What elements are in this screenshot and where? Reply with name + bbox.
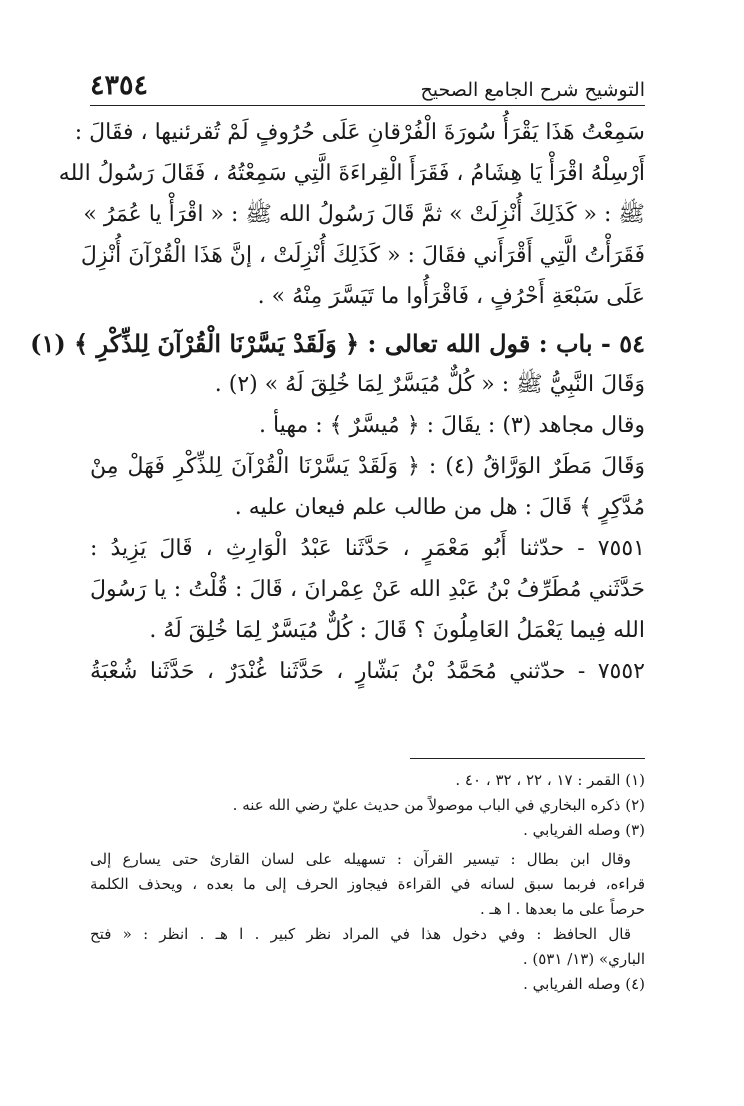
text-line: سَمِعْتُ هَذَا يَقْرَأُ سُورَةَ الْفُرْقانِ عَلَى حُرُوفٍ لَمْ تُقرئنيها ، فقَالَ : (74, 120, 645, 145)
book-title: التوشيح شرح الجامع الصحيح (420, 79, 645, 101)
footnote-line: قال الحافظ : وفي دخول هذا في المراد نظر كبير . ا هـ . انظر : « فتح (90, 925, 631, 943)
page-header (90, 66, 645, 106)
main-text (30, 112, 645, 692)
page-number: ٤٣٥٤ (90, 70, 149, 101)
text-line: فَقَرَأْتُ الَّتِي أَقْرَأَني فقَالَ : « كَذَلِكَ أُنْزِلَتْ ، إنَّ هَذَا الْقُرْآنَ أُنْزِلَ (80, 243, 645, 268)
text-line: ﷺ : « كَذَلِكَ أُنْزِلَتْ » ثمَّ قَالَ رَسُولُ الله ﷺ : « اقْرَأْ يا عُمَرُ » (83, 202, 645, 227)
text-line: وَقَالَ النَّبِيُّ ﷺ : « كُلٌّ مُيَسَّرٌ لِمَا خُلِقَ لَهُ » (٢) . (214, 372, 645, 397)
footnotes (90, 768, 645, 997)
text-line: حَدَّثَني مُطَرِّفُ بْنُ عَبْدِ الله عَنْ عِمْرانَ ، قَالَ : قُلْتُ : يا رَسُولَ (90, 577, 645, 602)
text-line: الله فِيما يَعْمَلُ العَامِلُونَ ؟ قَالَ : كُلٌّ مُيَسَّرٌ لِمَا خُلِقَ لَهُ . (149, 618, 645, 643)
footnote-separator (410, 758, 645, 759)
footnote-line: وقال ابن بطال : تيسير القرآن : تسهيله على لسان القارئ حتى يسارع إلى (90, 850, 631, 868)
text-line: عَلَى سَبْعَةِ أَحْرُفٍ ، فَاقْرَأُوا ما تَيَسَّرَ مِنْهُ » . (257, 284, 645, 309)
footnote-line: حرصاً على ما بعدها . ا هـ . (479, 900, 645, 918)
footnote: (٢) ذكره البخاري في الباب موصولاً من حديث عليّ رضي الله عنه . (232, 796, 645, 814)
hadith-line: ٧٥٥١ - حدّثنا أَبُو مَعْمَرٍ ، حَدَّثَنا عَبْدُ الْوَارِثِ ، قَالَ يَزِيدُ : (90, 536, 645, 561)
footnote: (١) القمر : ١٧ ، ٢٢ ، ٣٢ ، ٤٠ . (455, 771, 645, 789)
text-line: وَقَالَ مَطَرٌ الوَرَّاقُ (٤) : ﴿ وَلَقَدْ يَسَّرْنَا الْقُرْآنَ لِلذِّكْرِ فَهَلْ مِنْ (90, 454, 645, 479)
footnote: (٣) وصله الفريابي . (523, 821, 645, 839)
text-line: وقال مجاهد (٣) : يقَالَ : ﴿ مُيسَّرٌ ﴾ : مهيأ . (258, 413, 645, 438)
chapter-heading: ٥٤ - باب : قول الله تعالى : ﴿ وَلَقَدْ يَسَّرْنَا الْقُرْآنَ لِلذِّكْرِ ﴾ (١) (30, 329, 645, 358)
hadith-line: ٧٥٥٢ - حدّثني مُحَمَّدُ بْنُ بَشّارٍ ، حَدَّثَنا غُنْدَرٌ ، حَدَّثَنا شُعْبَةُ (90, 659, 645, 684)
text-line: مُدَّكِرٍ ﴾ قَالَ : هل من طالب علم فيعان عليه . (234, 495, 645, 520)
footnote-line: الباري» (١٣/ ٥٣١) . (522, 950, 645, 968)
footnote: (٤) وصله الفريابي . (523, 975, 645, 993)
text-line: أَرْسِلْهُ اقْرَأْ يَا هِشَامُ ، فَقَرَأَ الْقِراءَةَ الَّتِي سَمِعْتُهُ ، فَقَالَ رَسُولُ الله (58, 161, 645, 186)
footnote-line: قراءه، فربما سبق لسانه في القراءة فيجاوز الحرف إلى ما بعده ، ويحذف الكلمة (90, 875, 645, 893)
